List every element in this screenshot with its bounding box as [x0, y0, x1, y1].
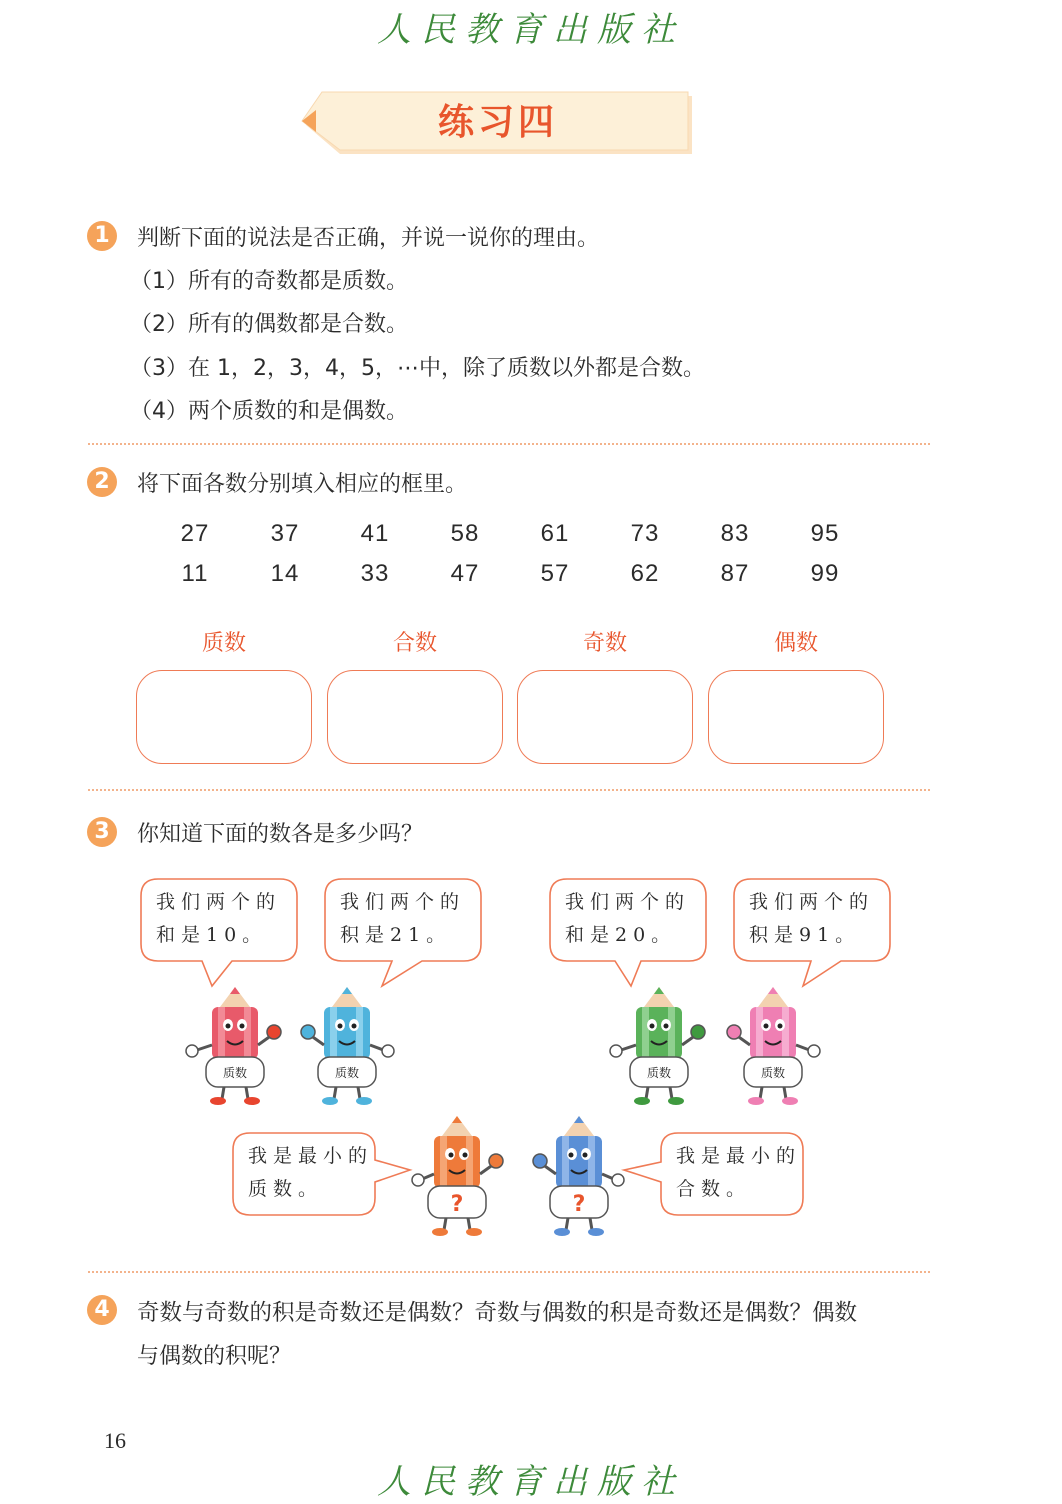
question-number-badge: 3 [87, 817, 117, 847]
page-number: 16 [104, 1428, 126, 1453]
number-cell: 33 [360, 560, 390, 587]
number-cell: 61 [540, 520, 570, 547]
category-label-prime: 质数 [201, 631, 246, 656]
pencil-character-green [604, 985, 714, 1107]
speech-bubble [140, 878, 298, 988]
pencil-character-orange [402, 1114, 512, 1238]
question-prompt: 将下面各数分别填入相应的框里。 [137, 472, 468, 497]
statement-item: （4）两个质数的和是偶数。 [130, 399, 408, 424]
speech-bubble [232, 1132, 412, 1218]
page-title: 练习四 [437, 102, 558, 143]
statement-item: （2）所有的偶数都是合数。 [130, 312, 408, 337]
pencil-character-red [180, 985, 290, 1107]
number-cell: 27 [180, 520, 210, 547]
category-label-odd: 奇数 [582, 631, 627, 656]
answer-box-composite[interactable] [327, 670, 503, 764]
number-cell: 58 [450, 520, 480, 547]
pencil-label: 质数 [222, 1066, 248, 1080]
bubble-line: 我们两个的 [565, 891, 691, 913]
bubble-line: 和是10。 [156, 924, 268, 946]
question-number-badge: 4 [87, 1295, 117, 1325]
bubble-line: 我们两个的 [749, 891, 875, 913]
question-mark: ? [572, 1192, 586, 1217]
pencil-label: 质数 [760, 1066, 786, 1080]
publisher-logo-top: 人民教育出版社 [377, 10, 685, 50]
publisher-logo-bottom: 人民教育出版社 [377, 1462, 685, 1502]
pencil-label: 质数 [646, 1066, 672, 1080]
pencil-character-steel-blue [524, 1114, 634, 1238]
number-cell: 99 [810, 560, 840, 587]
bubble-line: 质数。 [248, 1178, 324, 1200]
bubble-line: 积是91。 [749, 924, 861, 946]
answer-box-even[interactable] [708, 670, 884, 764]
question-prompt: 奇数与奇数的积是奇数还是偶数？奇数与偶数的积是奇数还是偶数？偶数 [137, 1300, 858, 1326]
number-cell: 57 [540, 560, 570, 587]
bubble-line: 我是最小的 [248, 1145, 374, 1167]
bubble-line: 我们两个的 [340, 891, 466, 913]
speech-bubble [549, 878, 707, 988]
number-cell: 83 [720, 520, 750, 547]
section-divider [88, 789, 930, 791]
pencil-label: 质数 [334, 1066, 360, 1080]
answer-box-prime[interactable] [136, 670, 312, 764]
question-number-badge: 2 [87, 467, 117, 497]
number-cell: 47 [450, 560, 480, 587]
bubble-line: 合数。 [676, 1178, 752, 1200]
number-row [150, 560, 870, 600]
number-row [150, 520, 870, 560]
question-mark: ? [450, 1192, 464, 1217]
statement-item: （1）所有的奇数都是质数。 [130, 269, 408, 294]
category-label-composite: 合数 [392, 631, 437, 656]
number-cell: 41 [360, 520, 390, 547]
answer-box-odd[interactable] [517, 670, 693, 764]
section-divider [88, 1271, 930, 1273]
title-banner [300, 88, 696, 158]
question-prompt: 你知道下面的数各是多少吗？ [137, 822, 424, 847]
number-cell: 14 [270, 560, 300, 587]
speech-bubble [733, 878, 891, 988]
question-prompt: 判断下面的说法是否正确，并说一说你的理由。 [137, 226, 600, 251]
number-cell: 11 [181, 560, 209, 587]
bubble-line: 我是最小的 [676, 1145, 802, 1167]
bubble-line: 我们两个的 [156, 891, 282, 913]
number-cell: 87 [720, 560, 750, 587]
pencil-character-pink [718, 985, 828, 1107]
question-prompt-continued: 与偶数的积呢？ [137, 1344, 292, 1369]
bubble-line: 积是21。 [340, 924, 452, 946]
section-divider [88, 443, 930, 445]
statement-item: （3）在 1，2，3，4，5，⋯中，除了质数以外都是合数。 [130, 356, 705, 381]
speech-bubble [324, 878, 482, 988]
number-cell: 37 [270, 520, 300, 547]
number-cell: 73 [630, 520, 660, 547]
category-label-even: 偶数 [773, 631, 818, 656]
number-cell: 95 [810, 520, 840, 547]
bubble-line: 和是20。 [565, 924, 677, 946]
pencil-character-blue [292, 985, 402, 1107]
question-number-badge: 1 [87, 221, 117, 251]
number-cell: 62 [630, 560, 660, 587]
speech-bubble [622, 1132, 806, 1218]
number-grid [150, 520, 870, 600]
